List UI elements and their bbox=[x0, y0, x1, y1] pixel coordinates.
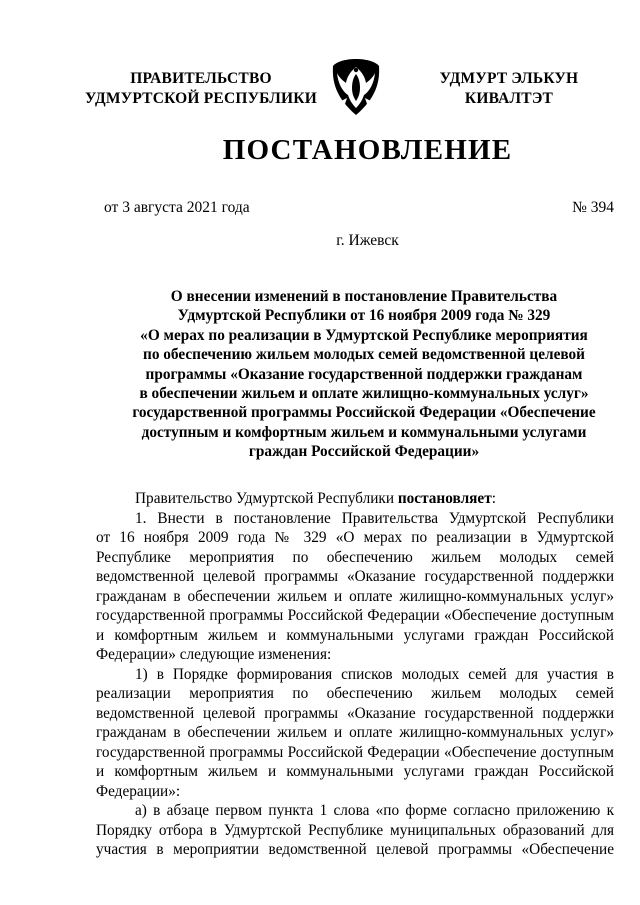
preamble-text: Правительство Удмуртской Республики bbox=[135, 490, 398, 507]
body-line: Федерации»: bbox=[96, 782, 181, 800]
header-right bbox=[414, 69, 604, 109]
subject-line: государственной программы Российской Федерации «Обеспечение bbox=[132, 404, 596, 422]
body-line: Федерации» следующие изменения: bbox=[96, 646, 332, 663]
body-line: гражданам в обеспечении жильем и оплате жилищно-коммунальных услуг» bbox=[96, 587, 614, 605]
body-line: ведомственной целевой программы «Оказание государственной поддержки bbox=[96, 568, 614, 585]
preamble-keyword: постановляет bbox=[397, 490, 492, 507]
body-line: Порядку отбора в Удмуртской Республике муниципальных образований для bbox=[96, 821, 614, 839]
body-line: и комфортным жильем и коммунальными услугами граждан Российской bbox=[96, 763, 614, 780]
body-line: а) в абзаце первом пункта 1 слова «по форме согласно приложению к bbox=[135, 802, 614, 819]
body-line: участия в мероприятии ведомственной целевой программы «Обеспечение bbox=[96, 841, 614, 858]
subject-line: программы «Оказание государственной поддержки гражданам bbox=[145, 365, 583, 383]
header-left bbox=[72, 69, 330, 109]
subject-line: в обеспечении жильем и оплате жилищно-коммунальных услуг» bbox=[139, 385, 589, 403]
body-line: гражданам в обеспечении жильем и оплате жилищно-коммунальных услуг» bbox=[96, 724, 614, 741]
subject-line: Удмуртской Республики от 16 ноября 2009 года № 329 bbox=[177, 307, 551, 325]
document-number: № 394 bbox=[572, 199, 614, 216]
subject-line: граждан Российской Федерации» bbox=[248, 443, 480, 461]
body-line: от 16 ноября 2009 года № 329 «О мерах по реализации в Удмуртской bbox=[96, 529, 614, 546]
body-line: ведомственной целевой программы «Оказание государственной поддержки bbox=[96, 704, 614, 722]
coat-of-arms-icon bbox=[331, 58, 381, 116]
header-left-line-1: ПРАВИТЕЛЬСТВО bbox=[130, 70, 272, 87]
document-city: г. Ижевск bbox=[336, 232, 399, 249]
body-line: государственной программы Российской Федерации «Обеспечение доступным bbox=[96, 743, 614, 761]
document-title: ПОСТАНОВЛЕНИЕ bbox=[222, 134, 513, 166]
body-line: реализации мероприятия по обеспечению жильем молодых семей bbox=[96, 685, 614, 702]
document-subject bbox=[96, 287, 632, 462]
subject-line: О внесении изменений в постановление Правительства bbox=[170, 288, 558, 305]
body-line: государственной программы Российской Федерации «Обеспечение доступным bbox=[96, 607, 614, 624]
document-body bbox=[96, 489, 614, 860]
header-left-line-2: УДМУРТСКОЙ РЕСПУБЛИКИ bbox=[85, 90, 317, 107]
subject-line: «О мерах по реализации в Удмуртской Республике мероприятия bbox=[140, 326, 588, 344]
header-right-line-2: КИВАЛТЭТ bbox=[464, 90, 554, 107]
body-line: 1. Внести в постановление Правительства Удмуртской Республики bbox=[135, 509, 614, 527]
preamble-line bbox=[96, 489, 614, 509]
document-date: от 3 августа 2021 года bbox=[104, 199, 250, 216]
header-right-line-1: УДМУРТ ЭЛЬКУН bbox=[439, 70, 579, 87]
body-line: Республике мероприятия по обеспечению жильем молодых семей bbox=[96, 548, 614, 566]
body-line: и комфортным жильем и коммунальными услугами граждан Российской bbox=[96, 626, 614, 644]
subject-line: по обеспечению жильем молодых семей ведомственной целевой bbox=[143, 346, 585, 364]
body-line: 1) в Порядке формирования списков молодых семей для участия в bbox=[135, 665, 614, 683]
subject-line: доступным и комфортным жильем и коммунальными услугами bbox=[141, 423, 587, 441]
preamble-tail: : bbox=[491, 490, 496, 507]
